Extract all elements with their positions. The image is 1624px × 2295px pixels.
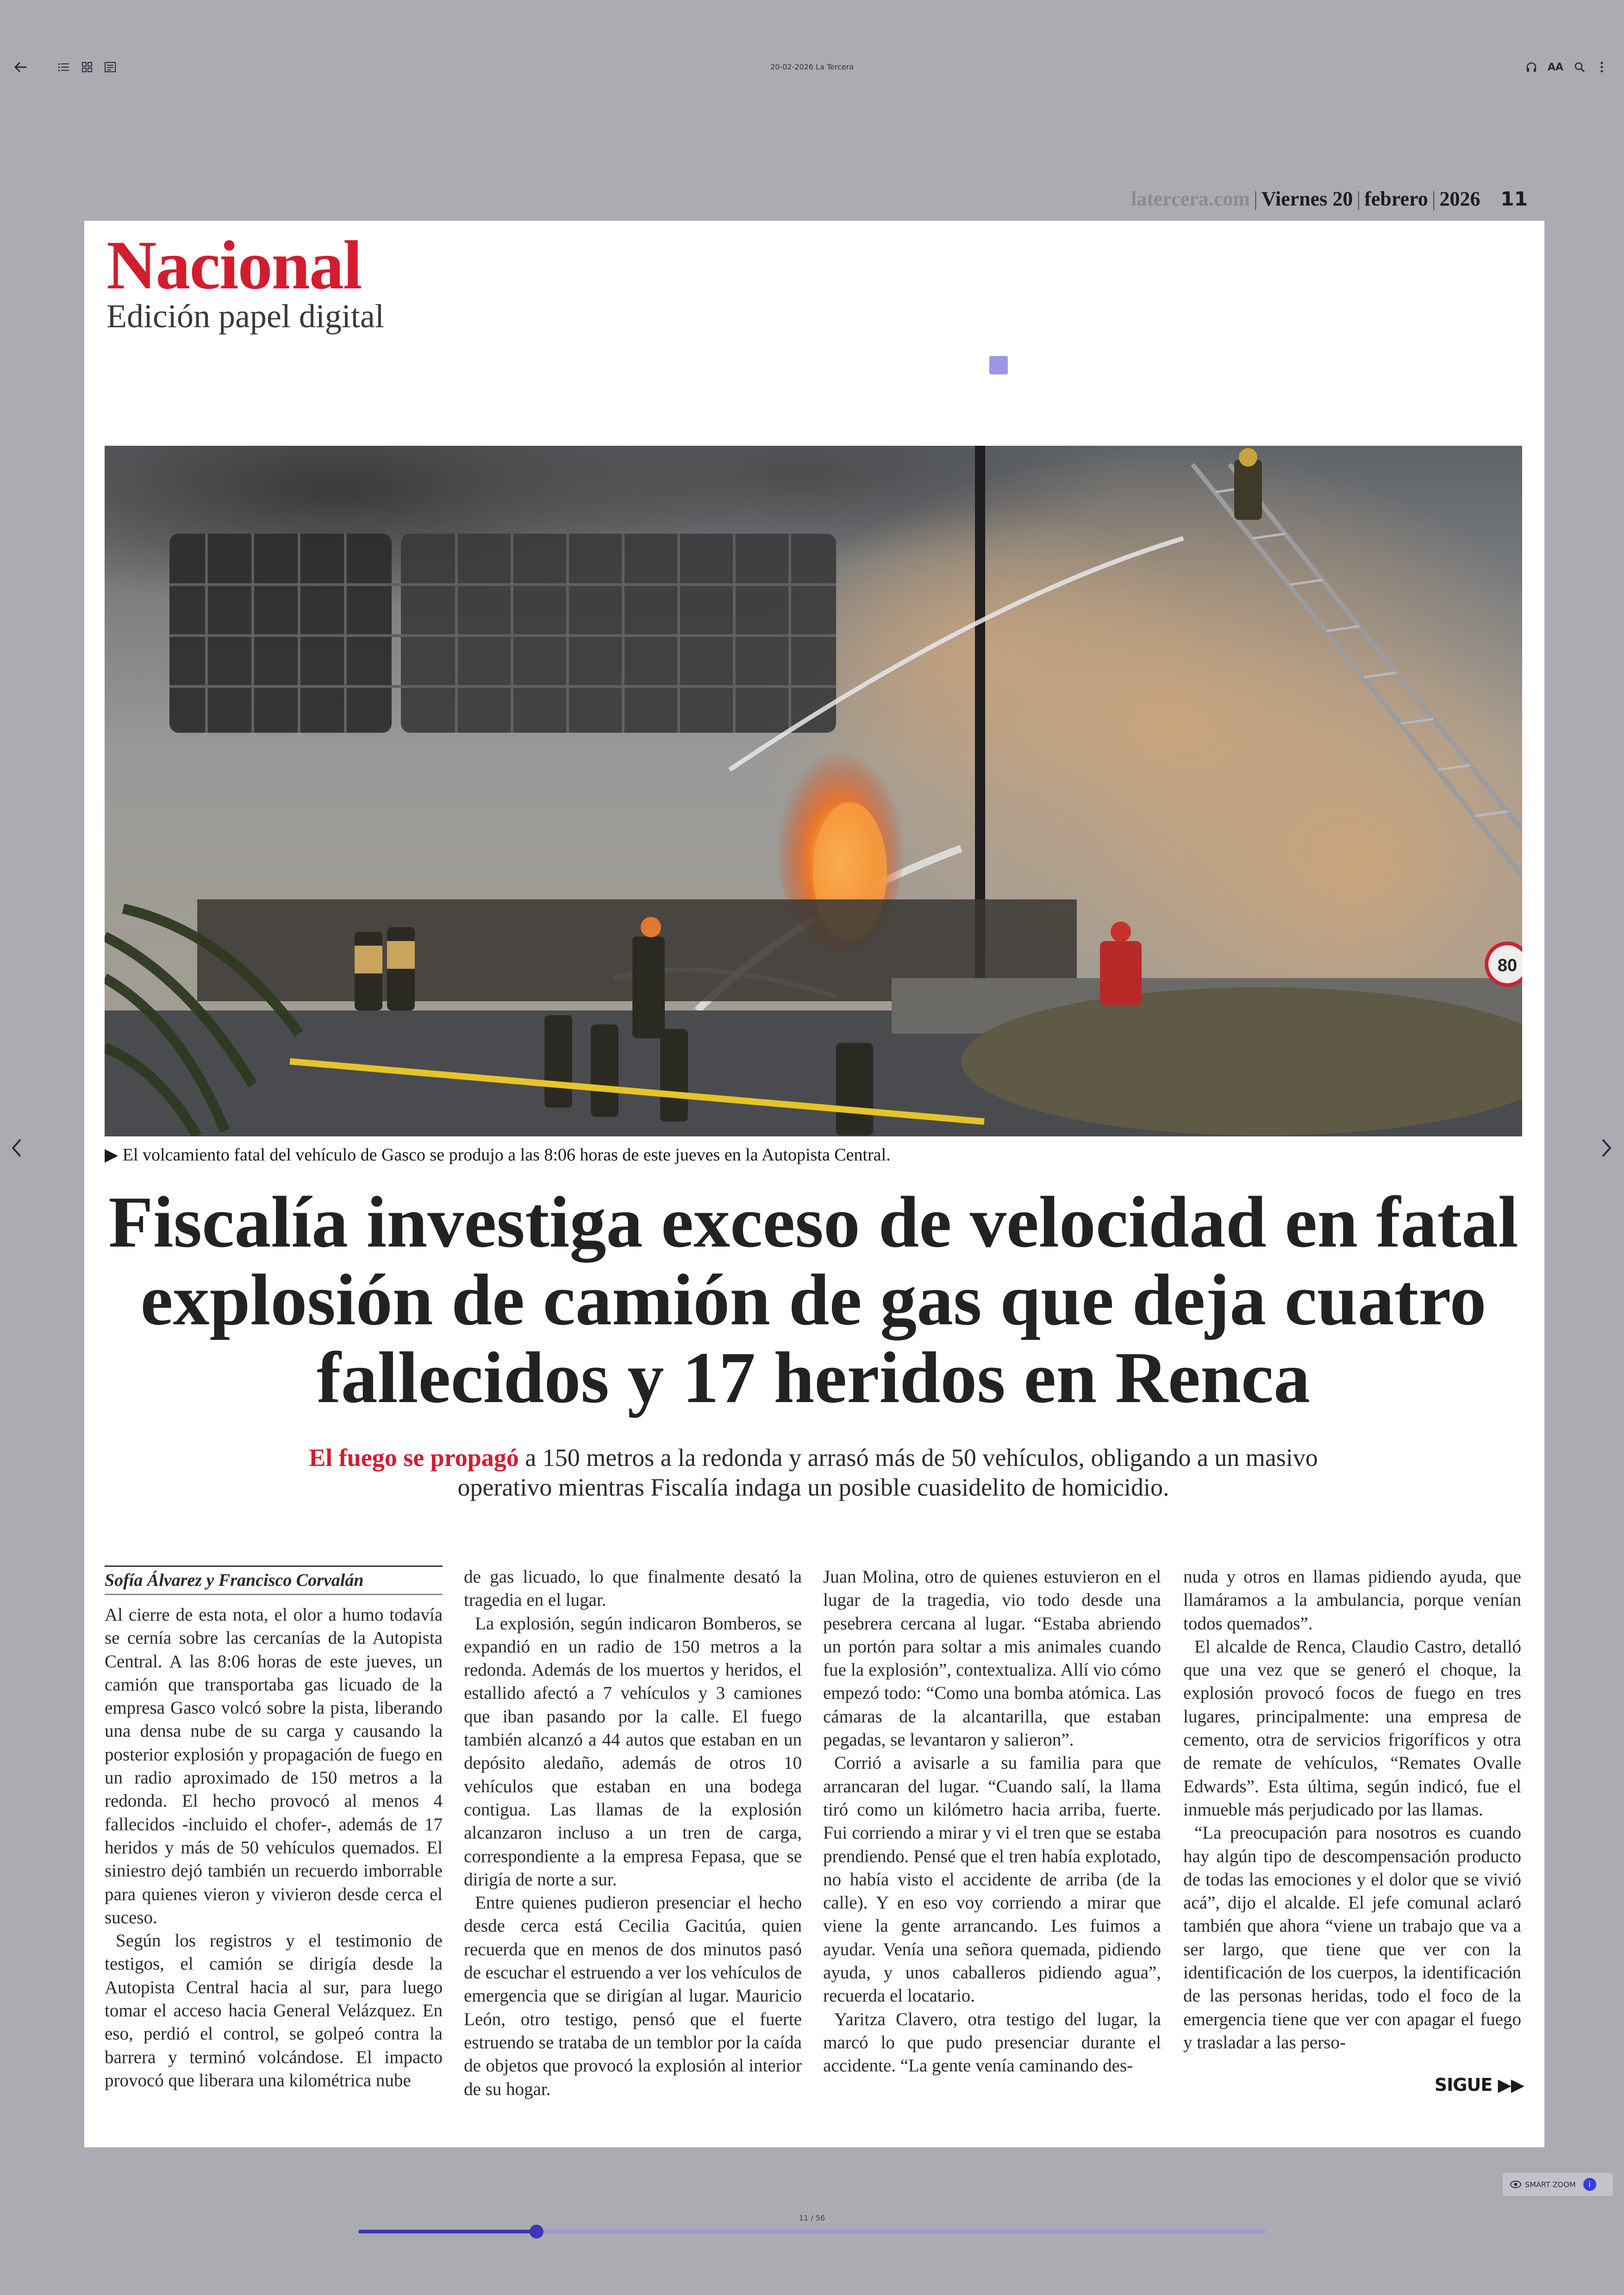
annotation-marker[interactable] bbox=[989, 356, 1008, 374]
search-icon[interactable] bbox=[1570, 51, 1589, 83]
photo-caption: ▶ El volcamiento fatal del vehículo de Gasco se produjo a las 8:06 horas de este jueves en la Autopista Central. bbox=[105, 1145, 891, 1165]
page-slider-fill bbox=[358, 2230, 537, 2233]
headphones-icon[interactable] bbox=[1522, 51, 1541, 83]
article-column-2 bbox=[464, 1565, 802, 2101]
article-column-4 bbox=[1183, 1565, 1521, 2054]
smart-zoom-label: SMART ZOOM bbox=[1525, 2180, 1576, 2189]
paragraph: El alcalde de Renca, Claudio Castro, detalló que una vez que se generó el choque, la explosión provocó focos de fuego en tres lugares, principalmente: una empresa de cemento, otra de servicios frigoríficos y otra de remate de vehículos, “Remates Ovalle Edwards”. Esta última, según indicó, fue el inmueble más perjudicado por las llamas. bbox=[1183, 1636, 1521, 1820]
header-month: febrero bbox=[1364, 187, 1428, 210]
page-header: latercera.com | Viernes 20 | febrero | 2026 11 bbox=[1131, 187, 1528, 210]
list-icon[interactable] bbox=[55, 51, 73, 83]
deck-lead: El fuego se propagó bbox=[309, 1444, 519, 1472]
paragraph: Entre quienes pudieron presenciar el hecho desde cerca está Cecilia Gacitúa, quien recuerda que en menos de dos minutos pasó de escuchar el estruendo a ver los vehículos de emergencia que se dirigían al lugar. Mauricio León, otro testigo, pensó que el fuerte estruendo se trataba de un temblor por la caída de objetos que provocó la explosión al interior de su hogar. bbox=[464, 1893, 802, 2099]
page-slider-handle[interactable] bbox=[530, 2225, 543, 2239]
article-headline: Fiscalía investiga exceso de velocidad en fatal explosión de camión de gas que deja cuatro fallecidos y 17 heridos en Renca bbox=[108, 1182, 1518, 1418]
newspaper-page bbox=[84, 221, 1544, 2147]
article-column-1 bbox=[105, 1565, 443, 2092]
paragraph: nuda y otros en llamas pidiendo ayuda, que llamáramos a la ambulancia, porque venían todos quemados”. bbox=[1183, 1567, 1521, 1634]
top-toolbar bbox=[0, 51, 1624, 83]
eye-icon bbox=[1510, 2181, 1521, 2188]
deck-text: a 150 metros a la redonda y arrasó más de 50 vehículos, obligando a un masivo operativo mientras Fiscalía indaga un posible cuasidelito de homicidio. bbox=[457, 1444, 1318, 1501]
article-column-3 bbox=[823, 1565, 1161, 2078]
paragraph: Según los registros y el testimonio de testigos, el camión se dirigía desde la Autopista Central hacia al sur, para luego tomar el acceso hacia General Velázquez. En eso, perdió el control, se golpeó contra la barrera y terminó volcándose. El impacto provocó que liberara una kilométrica nube bbox=[105, 1931, 443, 2090]
header-weekday: Viernes 20 bbox=[1261, 187, 1353, 210]
continue-marker: SIGUE ▶▶ bbox=[1434, 2075, 1524, 2095]
chevron-left-icon bbox=[11, 1138, 22, 1158]
article-deck bbox=[288, 1443, 1339, 1502]
paragraph: Corrió a avisarle a su familia para que arrancaran del lugar. “Cuando salí, la llama tiró como un kilómetro hacia arriba, fuerte. Fui corriendo a mirar y vi el tren que se estaba prendiendo. Pensé que el tren había explotado, no había visto el accidente de arriba (de la calle). Y en eso voy corriendo a mirar que viene la gente arrancando. Les fuimos a ayudar. Venía una señora quemada, pidiendo ayuda, y unos caballeros pidiendo agua”, recuerda el locatario. bbox=[823, 1753, 1161, 2006]
paragraph: de gas licuado, lo que finalmente desató la tragedia en el lugar. bbox=[464, 1567, 802, 1610]
paragraph: La explosión, según indicaron Bomberos, se expandió en un radio de 150 metros a la redonda. Además de los muertos y heridos, el estallido afectó a 7 vehículos y 3 camiones que iban pasando por la calle. El fuego también alcanzó a 44 autos que estaban en un depósito aledaño, además de otros 10 vehículos que estaban en una bodega contigua. Las llamas de la explosión alcanzaron incluso a un tren de carga, correspondiente a la empresa Fepasa, que se dirigía de norte a sur. bbox=[464, 1613, 802, 1890]
more-icon[interactable] bbox=[1593, 51, 1611, 83]
document-title: 20-02-2026 La Tercera bbox=[770, 62, 854, 71]
grid-icon[interactable] bbox=[78, 51, 96, 83]
text-size-icon[interactable]: AA bbox=[1547, 61, 1564, 73]
next-page-button[interactable] bbox=[1593, 1129, 1620, 1166]
header-year: 2026 bbox=[1439, 187, 1480, 210]
byline: Sofía Álvarez y Francisco Corvalán bbox=[105, 1565, 443, 1595]
chevron-right-icon bbox=[1601, 1138, 1612, 1158]
paragraph: Al cierre de esta nota, el olor a humo todavía se cernía sobre las cercanías de la Autopista Central. A las 8:06 horas de este jueves, un camión que transportaba gas licuado de la empresa Gasco volcó sobre la pista, liberando una densa nube de su carga y causando la posterior explosión y propagación de fuego en un radio aproximado de 150 metros a la redonda. El hecho provocó al menos 4 fallecidos -incluido el chofer-, además de 17 heridos y más de 50 vehículos quemados. El siniestro dejó también un recuerdo imborrable para quienes vieron y vivieron desde cerca el suceso. bbox=[105, 1605, 443, 1927]
speed-sign-label: 80 bbox=[1497, 956, 1518, 975]
page-number: 11 bbox=[1500, 187, 1528, 210]
paragraph: “La preocupación para nosotros es cuando hay algún tipo de descompensación producto de todas las emociones y el dolor que se vivió acá”, dijo el alcalde. El jefe comunal aclaró también que ahora “viene un trabajo que va a ser largo, que tiene que ver con la identificación de los cuerpos, la identificación de las personas heridas, todo el foco de la emergencia tiene que ver con apagar el fuego y trasladar a las perso- bbox=[1183, 1823, 1521, 2052]
paragraph: Yaritza Clavero, otra testigo del lugar, la marcó lo que pudo presenciar durante el accidente. “La gente venía caminando des- bbox=[823, 2009, 1161, 2076]
site-name: latercera.com bbox=[1131, 187, 1250, 210]
page-counter: 11 / 56 bbox=[799, 2214, 825, 2222]
smart-zoom-button[interactable] bbox=[1503, 2173, 1613, 2196]
info-icon[interactable]: i bbox=[1583, 2178, 1596, 2191]
prev-page-button[interactable] bbox=[3, 1129, 31, 1166]
fire-scene-photo bbox=[105, 446, 1522, 1136]
section-subtitle: Edición papel digital bbox=[106, 298, 384, 335]
paragraph: Juan Molina, otro de quienes estuvieron en el lugar de la tragedia, vio todo desde una pesebrera cercana al lugar. “Estaba abriendo un portón para soltar a mis animales cuando fue la explosión”, contextualiza. Allí vio cómo empezó todo: “Como una bomba atómica. Las cámaras de la alcantarilla, que estaban pegadas, se levantaron y salieron”. bbox=[823, 1567, 1161, 1750]
section-title: Nacional bbox=[106, 227, 362, 304]
article-icon[interactable] bbox=[101, 51, 119, 83]
back-arrow-icon[interactable] bbox=[9, 51, 32, 83]
